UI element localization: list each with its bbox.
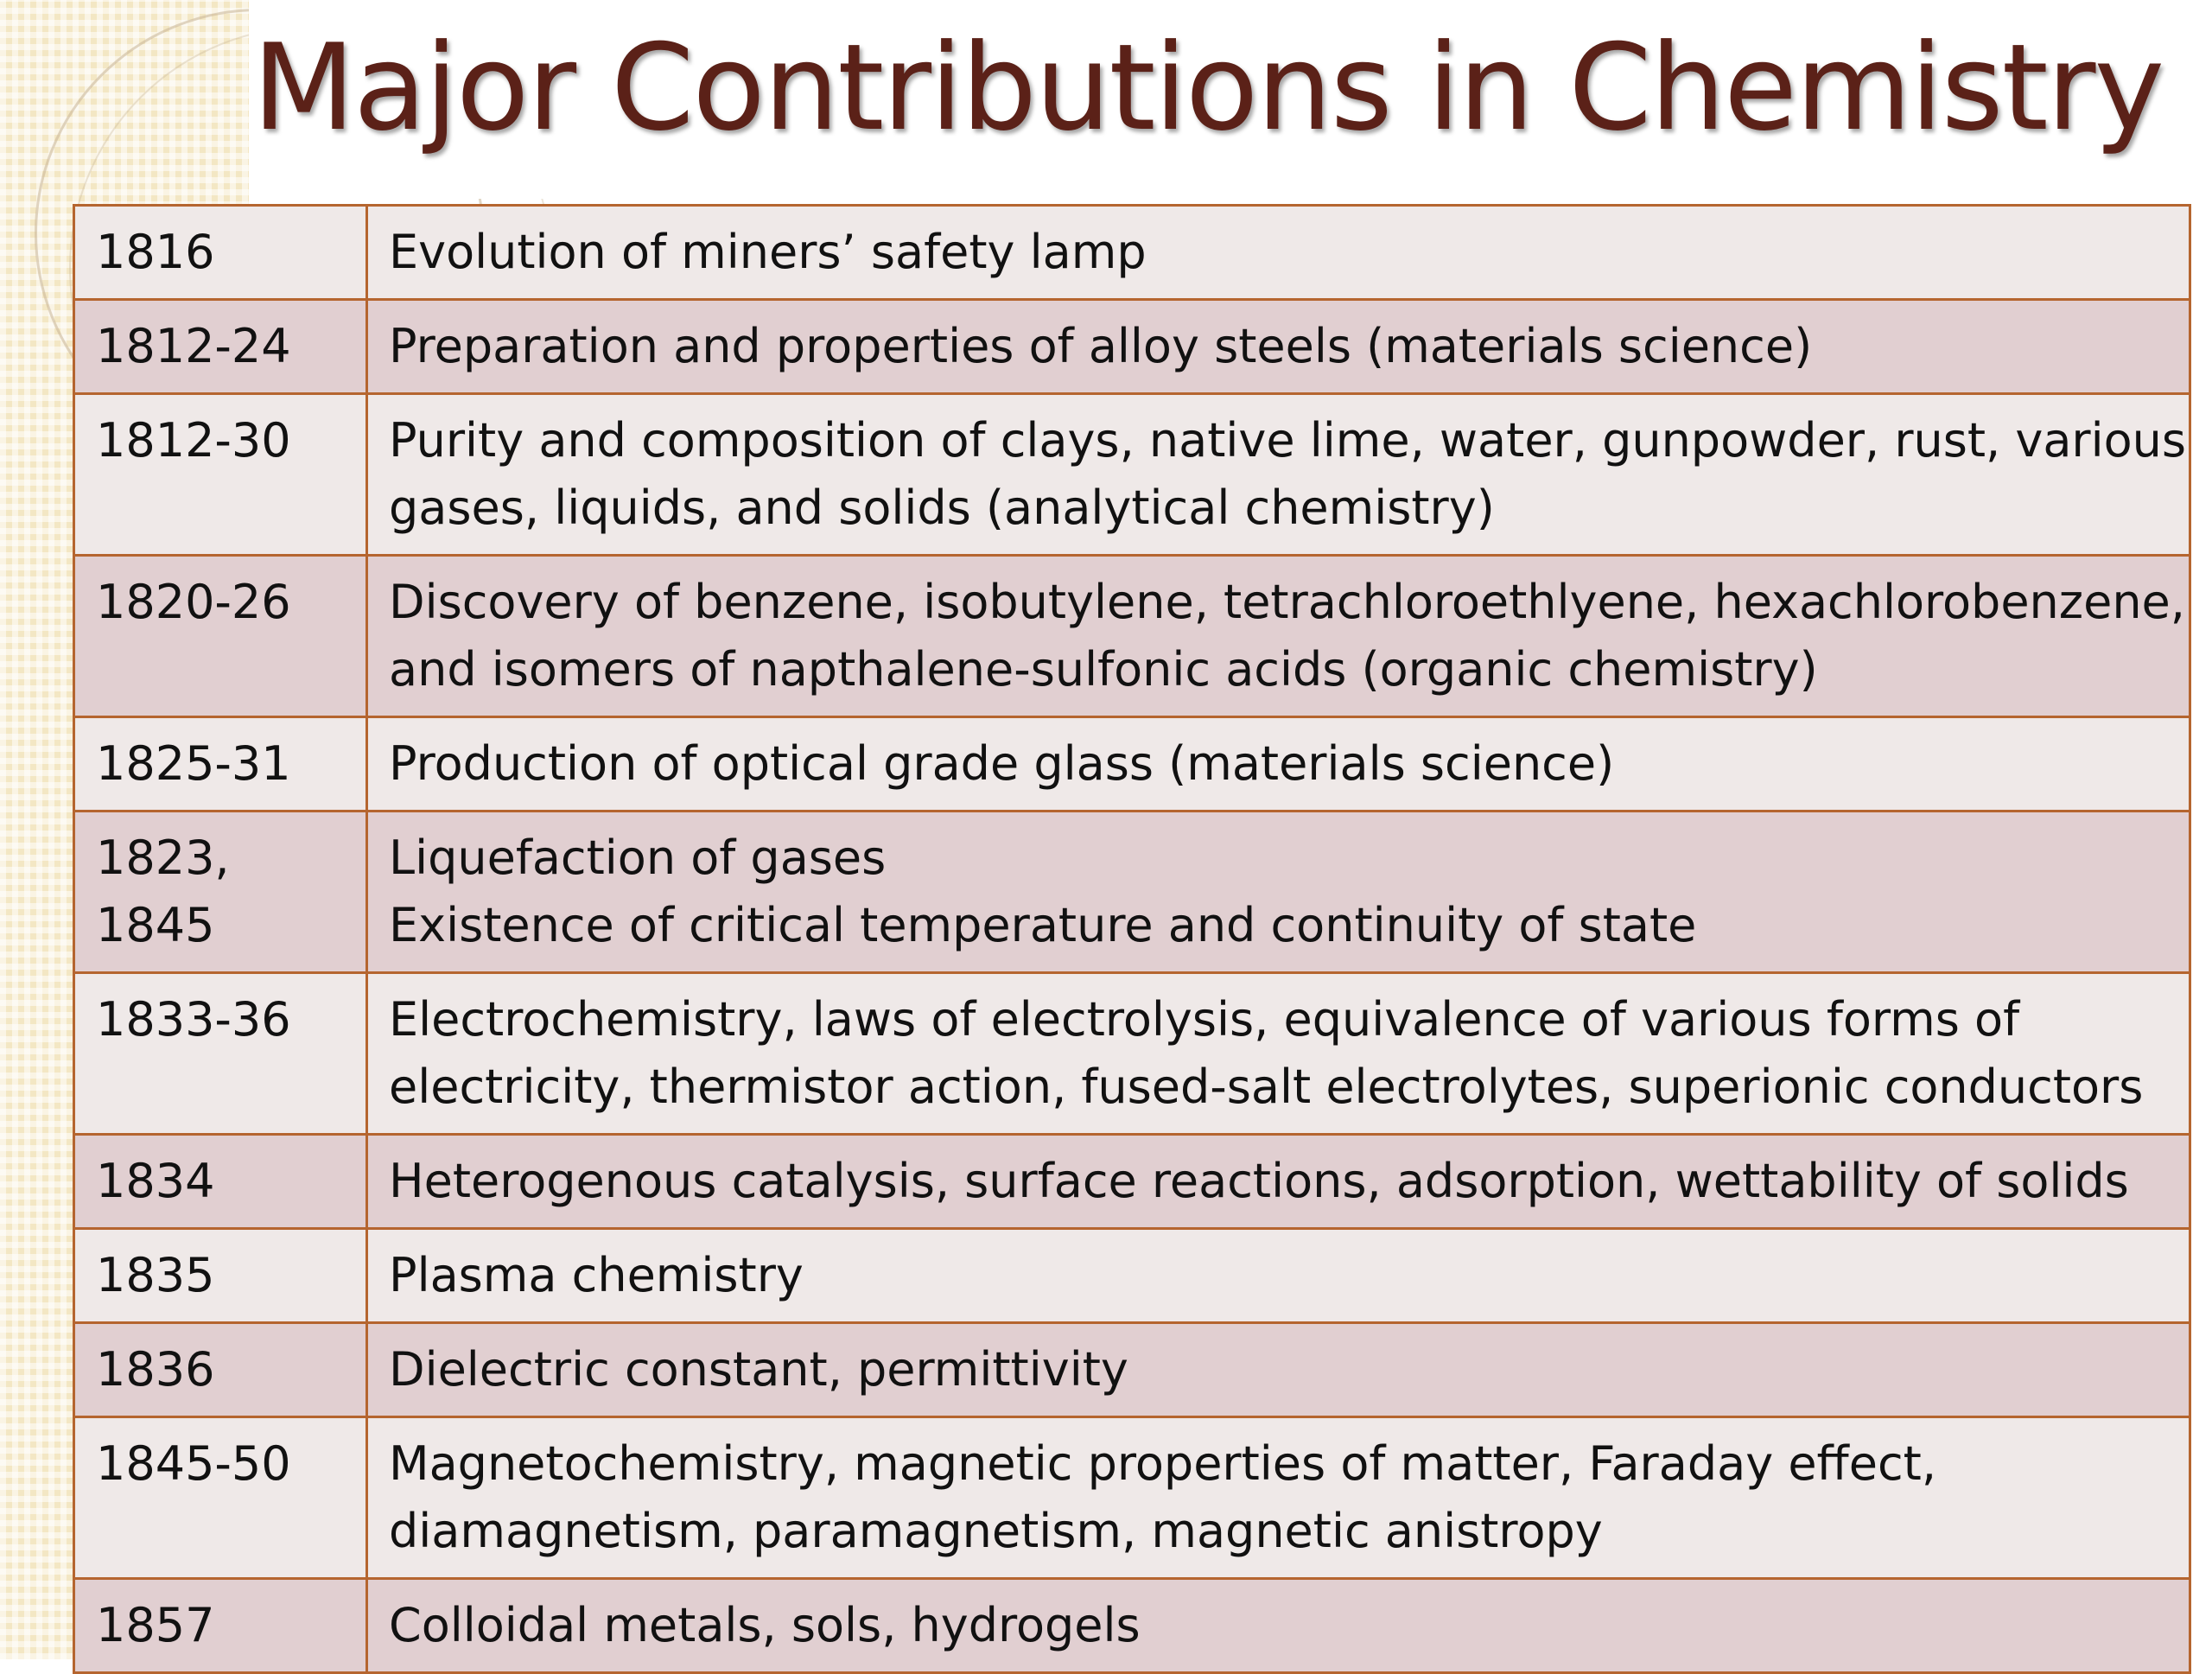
- table-row: [74, 717, 2190, 812]
- contribution-cell: [367, 206, 2190, 300]
- table-body: [74, 206, 2190, 1673]
- contribution-text-line: Evolution of miners’ safety lamp: [389, 225, 1147, 279]
- year-cell: 1812-30: [74, 394, 367, 556]
- contribution-cell: [367, 973, 2190, 1135]
- contribution-text-line: Plasma chemistry: [389, 1248, 804, 1302]
- year-cell: 1816: [74, 206, 367, 300]
- contributions-table-container: [73, 204, 2191, 1674]
- contribution-text-line: gases, liquids, and solids (analytical chemistry): [389, 481, 1495, 535]
- contribution-cell: [367, 556, 2190, 717]
- contribution-text-line: Discovery of benzene, isobutylene, tetrachloroethlyene, hexachlorobenzene,: [389, 575, 2185, 629]
- year-cell: 1812-24: [74, 300, 367, 394]
- year-cell: 1833-36: [74, 973, 367, 1135]
- table-row: [74, 812, 2190, 973]
- year-cell: 1834: [74, 1135, 367, 1229]
- contribution-text-line: Liquefaction of gases: [389, 831, 887, 885]
- year-cell: 1820-26: [74, 556, 367, 717]
- contribution-cell: [367, 300, 2190, 394]
- table-row: [74, 556, 2190, 717]
- slide-title: Major Contributions in Chemistry: [252, 18, 2164, 157]
- table-row: [74, 1229, 2190, 1323]
- contribution-text-line: Heterogenous catalysis, surface reactions, adsorption, wettability of solids: [389, 1154, 2129, 1208]
- contribution-cell: [367, 1135, 2190, 1229]
- contribution-cell: [367, 1579, 2190, 1673]
- table-row: [74, 206, 2190, 300]
- table-row: [74, 973, 2190, 1135]
- table-row: [74, 1135, 2190, 1229]
- contribution-text-line: diamagnetism, paramagnetism, magnetic anistropy: [389, 1504, 1603, 1558]
- contribution-cell: [367, 1229, 2190, 1323]
- contribution-text-line: Existence of critical temperature and continuity of state: [389, 898, 1697, 952]
- contribution-text-line: Colloidal metals, sols, hydrogels: [389, 1598, 1141, 1652]
- contribution-text-line: Production of optical grade glass (materials science): [389, 736, 1615, 791]
- contribution-text-line: Dielectric constant, permittivity: [389, 1342, 1128, 1397]
- table-row: [74, 1323, 2190, 1417]
- table-row: [74, 1417, 2190, 1579]
- contribution-text-line: Purity and composition of clays, native lime, water, gunpowder, rust, various: [389, 413, 2187, 468]
- year-cell: 1823, 1845: [74, 812, 367, 973]
- contribution-cell: [367, 717, 2190, 812]
- contribution-text-line: and isomers of napthalene-sulfonic acids (organic chemistry): [389, 642, 1818, 697]
- contribution-cell: [367, 394, 2190, 556]
- contributions-table: [73, 204, 2191, 1674]
- contribution-cell: [367, 1323, 2190, 1417]
- contribution-text-line: Preparation and properties of alloy steels (materials science): [389, 319, 1813, 373]
- table-row: [74, 300, 2190, 394]
- year-cell: 1825-31: [74, 717, 367, 812]
- year-cell: 1857: [74, 1579, 367, 1673]
- contribution-text-line: Magnetochemistry, magnetic properties of matter, Faraday effect,: [389, 1436, 1936, 1491]
- year-cell: 1836: [74, 1323, 367, 1417]
- table-row: [74, 1579, 2190, 1673]
- contribution-cell: [367, 812, 2190, 973]
- year-cell: 1835: [74, 1229, 367, 1323]
- year-cell: 1845-50: [74, 1417, 367, 1579]
- contribution-text-line: Electrochemistry, laws of electrolysis, equivalence of various forms of: [389, 992, 2020, 1047]
- contribution-cell: [367, 1417, 2190, 1579]
- table-row: [74, 394, 2190, 556]
- contribution-text-line: electricity, thermistor action, fused-salt electrolytes, superionic conductors: [389, 1060, 2144, 1114]
